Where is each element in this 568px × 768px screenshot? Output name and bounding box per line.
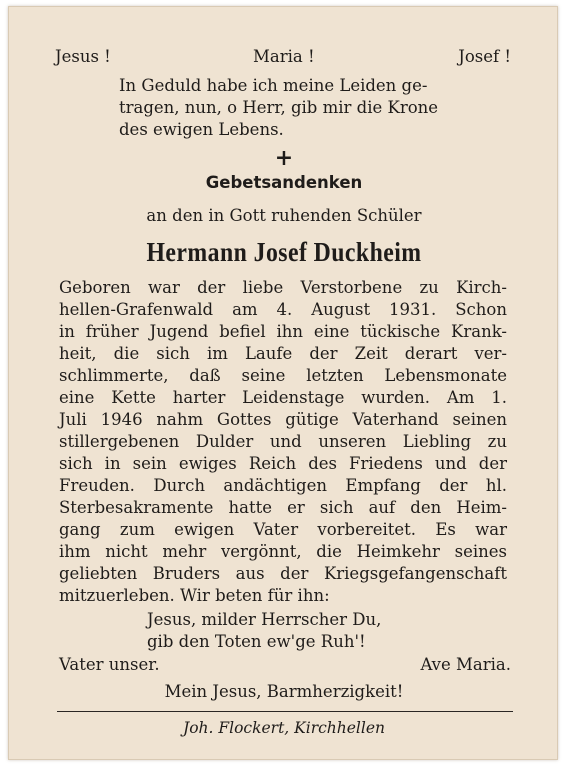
body-line: gang zum ewigen Vater vorbereitet. Es war [59, 520, 507, 539]
deceased-name: Hermann Josef Duckheim [146, 237, 422, 267]
motto-line-1: In Geduld habe ich meine Leiden ge- [119, 76, 428, 95]
closing-ave-maria: Ave Maria. [420, 655, 511, 674]
body-line: hellen-Grafenwald am 4. August 1931. Schon [59, 300, 507, 319]
header-jesus: Jesus ! [55, 47, 111, 66]
printer-credit: Joh. Flockert, Kirchhellen [183, 719, 385, 737]
header-josef: Josef ! [458, 47, 511, 66]
divider [57, 711, 513, 712]
prayer-line-2: gib den Toten ew'ge Ruh'! [147, 632, 366, 651]
body-line: Geboren war der liebe Verstorbene zu Kirch- [59, 278, 507, 297]
body-line: sich in sein ewiges Reich des Friedens und der [59, 454, 507, 473]
intro-line: an den in Gott ruhenden Schüler [146, 206, 422, 225]
body-line: Freuden. Durch andächtigen Empfang der hl. [59, 476, 507, 495]
body-line: in früher Jugend befiel ihn eine tückische Krank- [59, 322, 507, 341]
body-line: eine Kette harter Leidenstage wurden. Am 1. [59, 388, 507, 407]
header-invocations [55, 47, 511, 69]
body-line: Juli 1946 nahm Gottes gütige Vaterhand seinen [59, 410, 507, 429]
heading: Gebetsandenken [205, 173, 363, 192]
closing-prayers [59, 655, 511, 677]
mercy-invocation: Mein Jesus, Barmherzigkeit! [164, 682, 404, 701]
body-line: stillergebenen Dulder und unseren Liebling zu [59, 432, 507, 451]
body-line: geliebten Bruders aus der Kriegsgefangenschaft [59, 564, 507, 583]
closing-vater-unser: Vater unser. [59, 655, 160, 674]
body-line: heit, die sich im Laufe der Zeit derart ver- [59, 344, 507, 363]
body-line: Sterbesakramente hatte er sich auf den Heim- [59, 498, 507, 517]
prayer-line-1: Jesus, milder Herrscher Du, [147, 610, 382, 629]
body-line: schlimmerte, daß seine letzten Lebensmonate [59, 366, 507, 385]
motto-line-2: tragen, nun, o Herr, gib mir die Krone [119, 98, 439, 117]
body-line: ihm nicht mehr vergönnt, die Heimkehr seines [59, 542, 507, 561]
motto-line-3: des ewigen Lebens. [119, 120, 284, 139]
prayer-card [8, 6, 558, 760]
header-maria: Maria ! [253, 47, 315, 66]
cross-icon: + [274, 145, 294, 171]
body-line: mitzuerleben. Wir beten für ihn: [59, 586, 330, 605]
